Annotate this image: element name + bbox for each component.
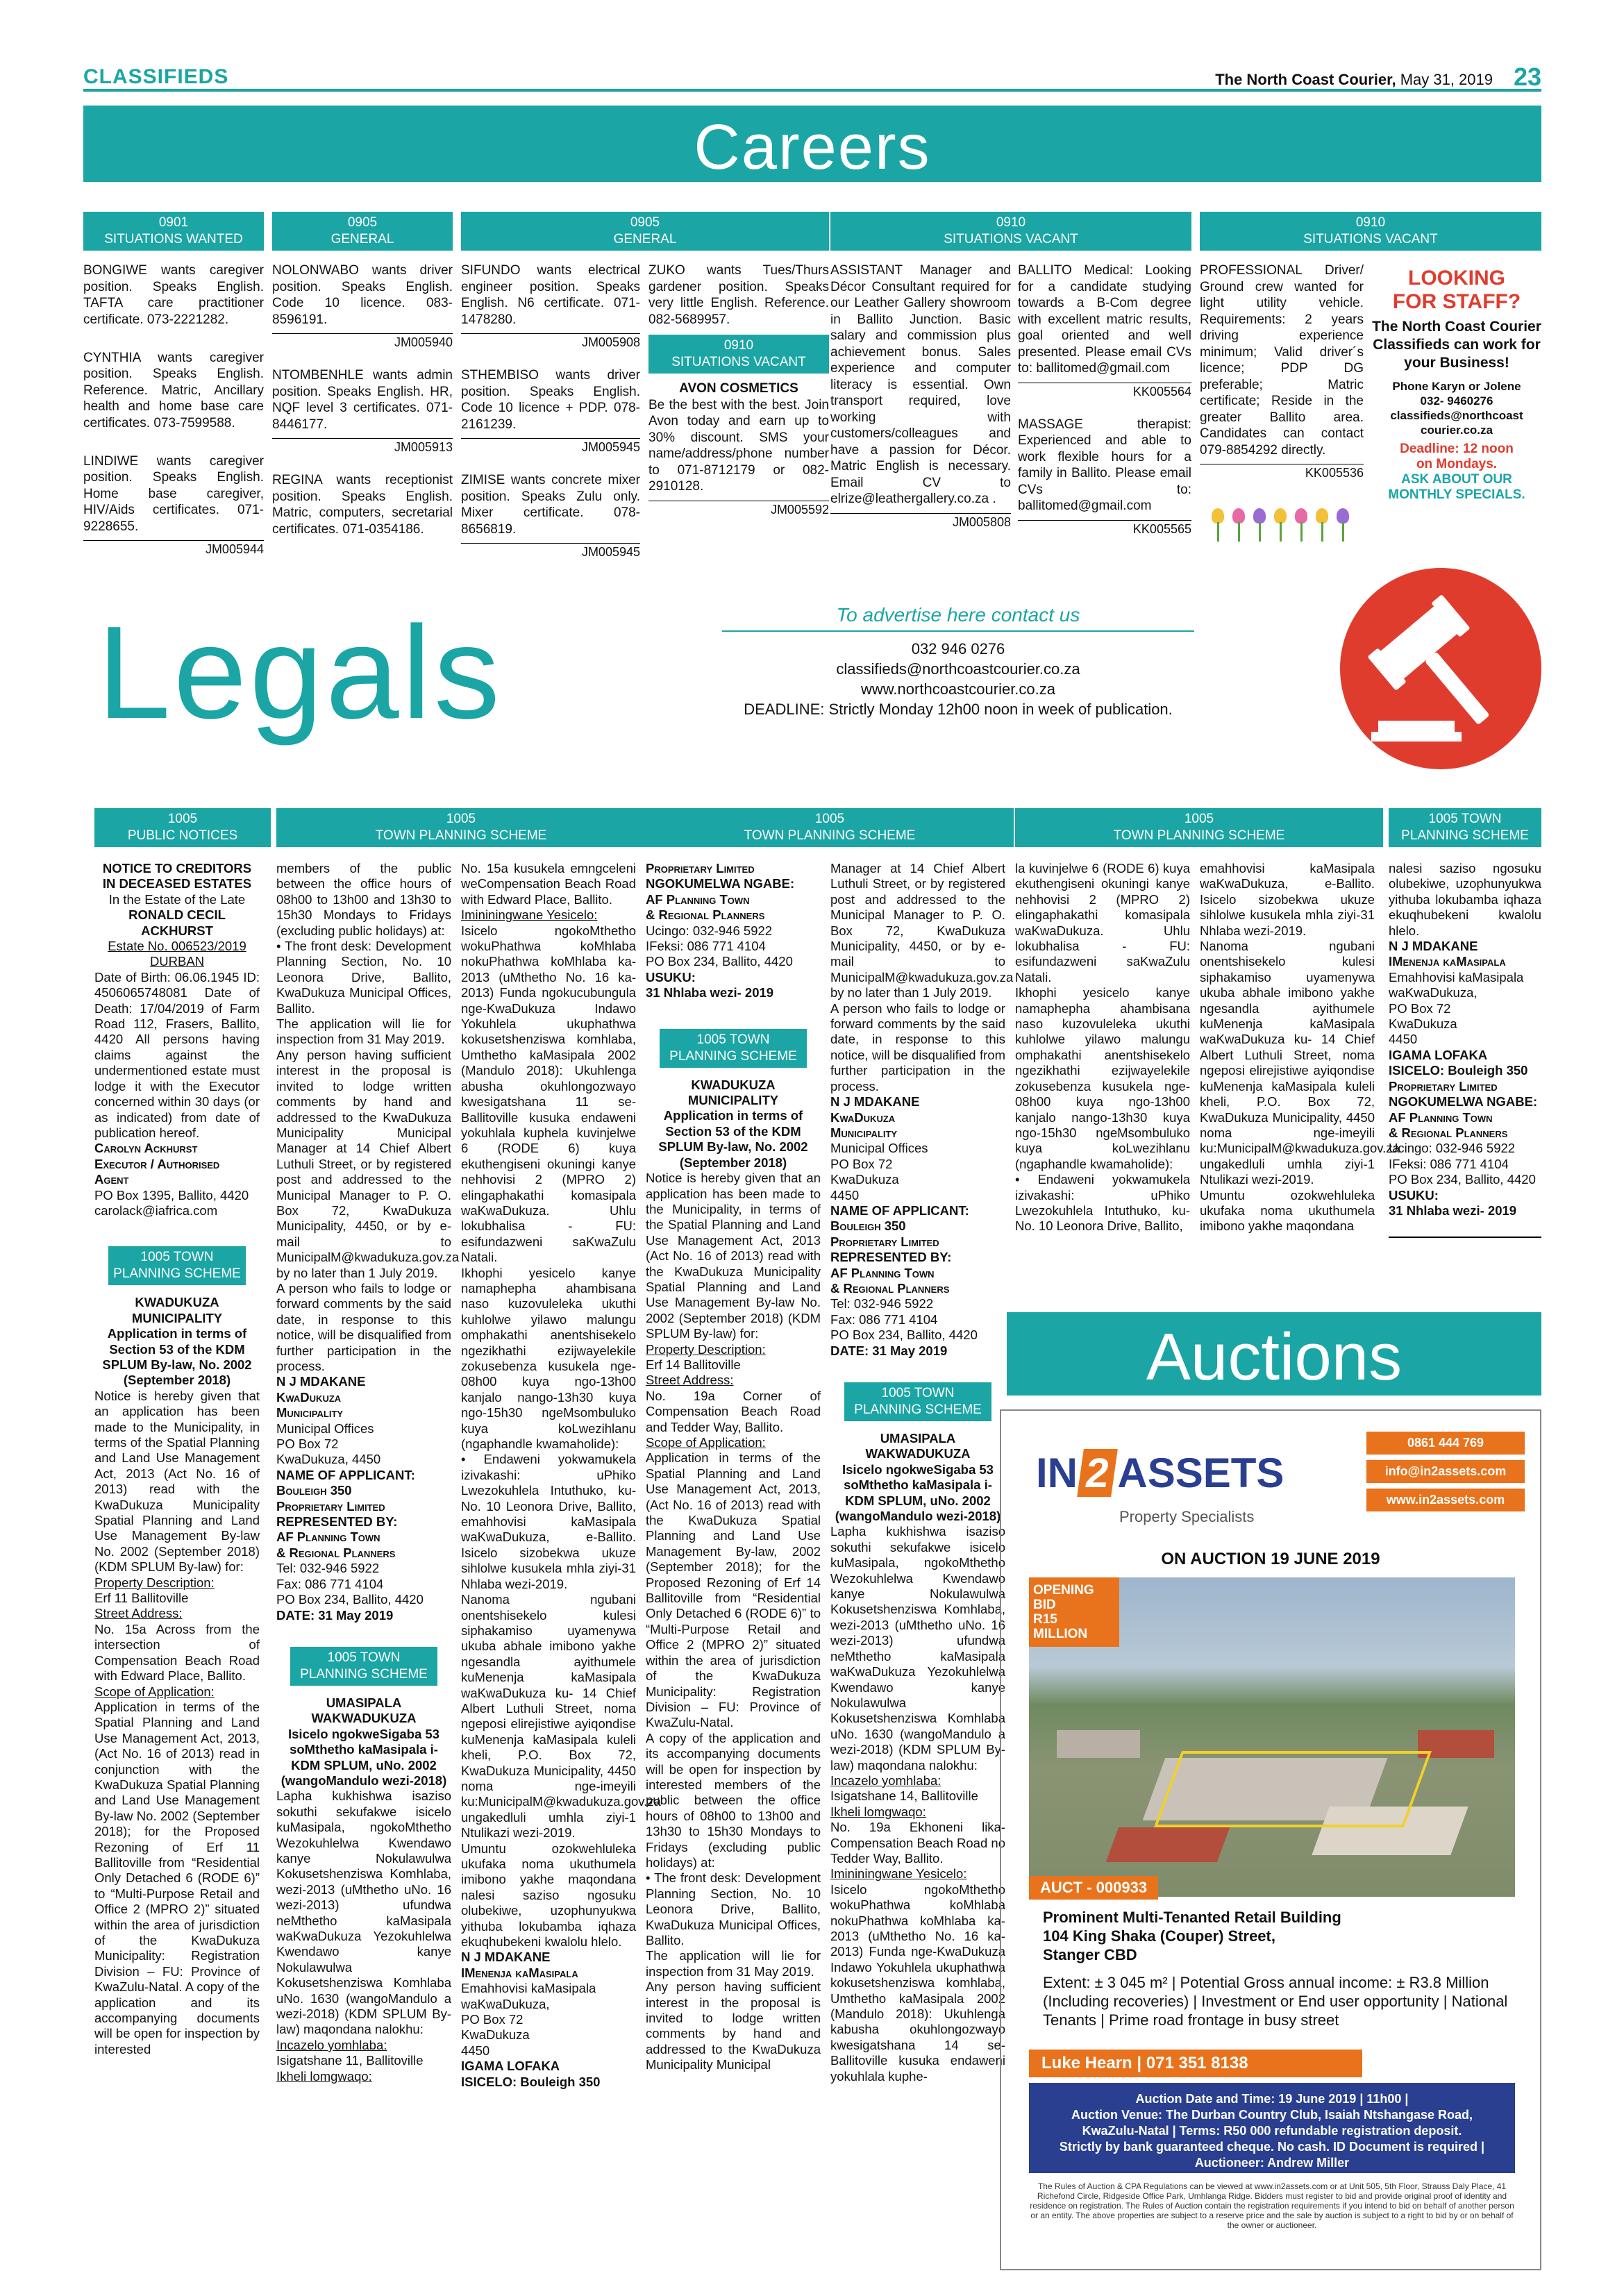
tulip-icon — [1314, 508, 1330, 542]
notice-date: USUKU: — [1389, 1187, 1439, 1203]
legals-header-town-planning-3 — [1015, 808, 1383, 847]
classified-ad: SIFUNDO wants electrical engineer position. Speaks English. N6 certificate. 071-1478280. — [461, 263, 640, 327]
notice-applicant: NAME OF APPLICANT: — [276, 1467, 415, 1482]
notice-body: Notice is hereby given that an application has been made to the Municipality, in terms of the Spatial Planning and Land Use Management Act, 2013 (Act No. 16 of 2013) read with the KwaDukuza Municipality Spatial Planning and Land Use Management By-law No. 2002 (September 2018) (KDM SPLUM By-law) for: — [94, 1388, 260, 1575]
notice-line: RONALD CECIL — [128, 907, 226, 923]
notice-address: PO Box 72 — [1389, 1000, 1451, 1016]
header-code: 0905 — [630, 215, 660, 230]
notice-address: PO Box 72 — [830, 1156, 893, 1171]
notice-body: A person who fails to lodge or forward comments by the said date, in response to this notice, will be disqualified from further participation in the process. — [276, 1280, 451, 1373]
notice-heading: MUNICIPALITY — [131, 1310, 223, 1325]
contact-phone: 032 946 0276 — [911, 640, 1005, 657]
legals-header-town-planning-1 — [276, 808, 646, 847]
notice-applicant: REPRESENTED BY: — [276, 1514, 398, 1530]
notice-body: Any person having sufficient interest in the proposal is invited to lodge written comments by hand and addressed to the KwaDukuza Municipality Municipal — [646, 1979, 821, 2072]
tulip-icon — [1273, 508, 1288, 542]
header-label: TOWN PLANNING SCHEME — [744, 828, 916, 843]
notice-applicant: REPRESENTED BY: — [830, 1250, 952, 1265]
property-title — [1043, 1908, 1515, 1964]
notice-signature: Municipality — [830, 1125, 898, 1140]
careers-column-6 — [1018, 262, 1191, 537]
notice-line: Estate No. 006523/2019 — [108, 939, 246, 954]
legal-column-3 — [461, 861, 661, 2090]
tulip-icon — [1252, 508, 1267, 542]
ad-reference: KK005565 — [1018, 520, 1191, 538]
auction-date-heading: ON AUCTION 19 JUNE 2019 — [1161, 1550, 1380, 1568]
notice-applicant: Tel: 032-946 5922 — [276, 1561, 380, 1576]
notice-address: KwaDukuza, 4450 — [276, 1452, 381, 1467]
notice-address: 4450 — [830, 1187, 860, 1203]
notice-heading: UMASIPALA — [880, 1431, 956, 1446]
classified-ad: STHEMBISO wants driver position. Speaks English. Code 10 licence + PDP. 078-2161239. — [461, 368, 640, 432]
logo-tagline: Property Specialists — [1119, 1508, 1255, 1525]
header-code: 1005 TOWN — [881, 1386, 955, 1400]
notice-applicant: ISICELO: Bouleigh 350 — [461, 2074, 601, 2089]
legal-column-8 — [1389, 861, 1541, 1238]
notice-heading: IN DECEASED ESTATES — [102, 876, 252, 891]
notice-applicant: IFeksi: 086 771 4104 — [1389, 1156, 1509, 1171]
notice-address: Emahhovisi kaMasipala — [461, 1981, 596, 1996]
notice-applicant: PO Box 234, Ballito, 4420 — [1389, 1172, 1536, 1187]
classified-ad: NTOMBENHLE wants admin position. Speaks English. HR, NQF level 3 certificates. 071-8446177. — [272, 368, 453, 432]
auction-rules: The Rules of Auction & CPA Regulations can be viewed at www.in2assets.com or at Unit 505, 5th Floor, Strauss Daly Place, 41 Richefond Circle, Ridgeside Office Park, Umhlanga Ridge. Bidders must register to bid and provide original proof of identity and residence on registration. The Rules of Auction contain the registration requirements if you intend to bid on behalf of another person or an entity. The above properties are subject to a reserve price and the sale by auction is subject to a right to bid by or on behalf of the owner or auctioneer. — [1030, 2181, 1514, 2230]
notice-value: No. 15a Across from the intersection of Compensation Beach Road with Edward Place, Ballito. — [94, 1621, 260, 1684]
contact-website: www.northcoastcourier.co.za — [860, 680, 1056, 698]
notice-signature: KwaDukuza — [830, 1109, 896, 1125]
notice-applicant: AF Planning Town — [646, 891, 750, 907]
notice-label: Ikheli lomgwaqo: — [276, 2068, 372, 2084]
notice-address: PO Box 1395, Ballito, 4420 carolack@iafrica.com — [94, 1187, 249, 1218]
advertise-label: To advertise here contact us — [722, 604, 1194, 632]
gavel-icon — [1340, 568, 1541, 769]
notice-applicant: AF Planning Town — [276, 1530, 380, 1545]
notice-heading: KWADUKUZA — [691, 1077, 776, 1092]
notice-value: No. 19a Ekhoneni lika-Compensation Beach Road no Tedder Way, Ballito. — [830, 1820, 1005, 1866]
classified-ad: ZUKO wants Tues/Thurs gardener position. Speaks very little English. Reference. 082-5689957. — [648, 263, 829, 327]
notice-address: 4450 — [1389, 1032, 1418, 1047]
logo-part: ASSETS — [1117, 1450, 1284, 1496]
notice-address: PO Box 72 — [276, 1436, 339, 1452]
ad-reference: JM005808 — [830, 513, 1011, 531]
advertise-contact — [722, 604, 1194, 719]
notice-applicant: Ucingo: 032-946 5922 — [646, 923, 773, 938]
header-code: 1005 — [167, 812, 198, 826]
notice-applicant: Proprietary Limited — [276, 1498, 385, 1514]
notice-subheading: Application in terms of Section 53 of the KDM SPLUM By-law, No. 2002 (September 2018) — [102, 1326, 252, 1388]
notice-applicant: Fax: 086 771 4104 — [830, 1312, 938, 1327]
terms-line: Auction Venue: The Durban Country Club, Isaiah Ntshangase Road, — [1071, 2108, 1473, 2122]
lot-number: AUCT - 000933 — [1029, 1876, 1158, 1900]
notice-applicant: ISICELO: Bouleigh 350 — [1389, 1063, 1528, 1078]
notice-body: The application will lie for inspection from 31 May 2019. — [646, 1948, 821, 1979]
promo-contact: Phone Karyn or Jolene — [1392, 380, 1521, 393]
notice-line: DURBAN — [149, 954, 205, 969]
page-header — [83, 64, 1541, 92]
auction-phone[interactable]: 0861 444 769 — [1366, 1432, 1525, 1455]
notice-heading: UMASIPALA — [326, 1695, 402, 1710]
looking-for-staff-promo — [1372, 267, 1541, 503]
notice-label: Imininingwane Yesicelo: — [830, 1866, 967, 1882]
notice-date: 31 Nhlaba wezi- 2019 — [646, 985, 774, 1000]
notice-line: ACKHURST — [141, 923, 213, 938]
notice-body: la kuvinjelwe 6 (RODE 6) kuya ekuthengiseni okuningi kanye nehhovisi 2 (MPRO 2) elingaphakathi komasipala waKwaDukuza. Uhlu lokubhalisa - FU: esifundazweni saKwaZulu Natali. — [1015, 861, 1190, 984]
logo-part: IN — [1036, 1450, 1078, 1496]
ad-reference: JM005913 — [272, 438, 453, 456]
terms-line: Strictly by bank guaranteed cheque. No cash. ID Document is required | — [1059, 2140, 1485, 2154]
terms-line: KwaZulu-Natal | Terms: R50 000 refundable registration deposit. — [1082, 2124, 1462, 2138]
notice-applicant: & Regional Planners — [830, 1280, 950, 1296]
notice-body: No. 15a kusukela emngceleni weCompensation Beach Road with Edward Place, Ballito. — [461, 861, 636, 907]
header-label: SITUATIONS VACANT — [944, 232, 1078, 246]
agent-contact: Luke Hearn | 071 351 8138 — [1029, 2050, 1362, 2077]
notice-heading: WAKWADUKUZA — [311, 1711, 417, 1726]
careers-header-general-2 — [461, 212, 829, 251]
header-label: GENERAL — [330, 232, 394, 246]
notice-body: Nanoma ngubani onentshisekelo kulesi siphakamiso uyamenywa ukuba abhale imibono yakhe ngesandla ayithumele kuMenenja kaMasipala waKwaDukuza ku- 14 Chief Albert Luthuli Street, noma ngeposi elirejistiwe ayiqondise kuMenenja kaMasipala kuleli kheli, P.O. Box 72, KwaDukuza Municipality, 4450 noma nge-imeyili ku:MunicipalM@kwadukuza.gov.za ungakedluli umhla ziyi-1 Ntulikazi wezi-2019. — [1200, 939, 1400, 1187]
careers-column-5 — [830, 262, 1011, 530]
notice-label: Scope of Application: — [646, 1435, 766, 1450]
promo-specials: ASK ABOUT OUR — [1401, 472, 1512, 487]
careers-header-situations-vacant-2 — [1200, 212, 1541, 251]
header-label: TOWN PLANNING SCHEME — [375, 828, 547, 843]
notice-value: Erf 11 Ballitoville — [94, 1591, 189, 1606]
notice-label: Incazelo yomhlaba: — [276, 2037, 387, 2052]
classified-ad: PROFESSIONAL Driver/ Ground crew wanted for light utility vehicle. Requirements: 2 years driving experience minimum; Valid driver´s licence; PDP DG preferable; Matric certificate; Reside in the greater Ballito area. Candidates can contact 079-8854292 directly. — [1200, 263, 1364, 458]
header-label: SITUATIONS VACANT — [671, 355, 806, 369]
legals-header-town-planning-4 — [1389, 808, 1541, 847]
promo-contact: courier.co.za — [1421, 424, 1493, 437]
notice-body: Umuntu ozokwehluleka ukufaka noma ukuthumela imibono yakhe maqondana nalesi saziso ngosuku olubekiwe, uzophunyukwa yithuba lokubamba iqhaza ekuqhubekeni kwalolu hlelo. — [461, 1841, 636, 1950]
notice-subheading: Isicelo ngokweSigaba 53 soMthetho kaMasipala i-KDM SPLUM, uNo. 2002 (wangoMandulo wezi-2018) — [281, 1726, 447, 1788]
notice-applicant: AF Planning Town — [1389, 1109, 1493, 1125]
header-label: PLANNING SCHEME — [1401, 828, 1529, 843]
auction-website[interactable]: www.in2assets.com — [1366, 1489, 1525, 1511]
notice-body: A copy of the application and its accompanying documents will be open for inspection by interested members of the public between the office hours of 08h00 to 13h00 and 13h30 to 15h30 Mondays to Fridays (excluding public holidays) at: — [646, 1730, 821, 1870]
property-line: Stanger CBD — [1043, 1946, 1137, 1963]
notice-signature: Agent — [94, 1172, 129, 1187]
bid-line: R15 MILLION — [1033, 1612, 1088, 1641]
tulip-icon — [1231, 508, 1246, 542]
notice-value: Isigatshane 11, Ballitoville — [276, 2053, 424, 2068]
tulip-icon — [1210, 508, 1225, 542]
notice-signature: N J MDAKANE — [830, 1094, 920, 1109]
notice-applicant: PO Box 234, Ballito, 4420 — [276, 1592, 424, 1607]
notice-value: Application in terms of the Spatial Planning and Land Use Management Act, 2013, (Act No. 16 of 2013) read in conjunction with the KwaDukuza Spatial Planning and Land Use Management By-law No. 2002 (September 2018); for the Proposed Rezoning of Erf 11 Ballitoville from “Residential Only Detached 6 (RODE 6)” to “Multi-Purpose Retail and Office 2 (MPRO 2)” situated within the area of jurisdiction of the KwaDukuza Municipality: Registration Division – FU: Province of KwaZulu-Natal. A copy of the application and its accompanying documents will be open for inspection by interested — [94, 1699, 260, 2056]
notice-body: Lapha kukhishwa isaziso sokuthi sekufakwe isicelo kuMasipala, ngokoMthetho Wezokuhlelwa Kwendawo kanye Nokulawulwa Kokusetshenziswa Komhlaba, wezi-2013 (uMthetho uNo. 16 wezi-2013) ufundwa neMthetho kaMasipala waKwaDukuza Yezokuhlelwa Kwendawo kanye Nokulawulwa Kokusetshenziswa Komhlaba uNo. 1630 (wangoMandulo a wezi-2018) (KDM SPLUM By-law) maqondana nalokhu: — [830, 1524, 1005, 1773]
notice-body: Ikhophi yesicelo kanye namaphepha ahambisana naso kuzovuleleka ukuthi kuhlolwe yilawo malungu omphakathi anentshisekelo ngezikhathi ezijwayelekile zokusebenza kusukela nge-08h00 kuya ngo-13h00 kanjalo nango-13h30 kuya ngo-15h30 ngeMsombuluko kuya koLwezihlanu (ngaphandle kwamaholide): — [1015, 985, 1190, 1171]
notice-body: Isicelo ngokoMthetho wokuPhathwa koMhlaba nokuPhathwa koMhlaba ka-2013 (uMthetho No. 16 ka-2013) Funda ngokucubungula nge-KwaDukuza Indawo Yokuhlela ukuphathwa kokusetshenziswa komhlaba, Umthetho kaMasipala 2002 (Mandulo 2018): Ukuhlenga abusha okuhlongozwayo kwesigatshana 11 se-Ballitoville kusuka endaweni yokuhlala kuphela kuvinjelwe 6 (RODE 6) kuya ekuthengiseni okuningi kanye nehhovisi 2 (MPRO 2) elingaphakathi komasipala waKwaDukuza. Uhlu lokubhalisa - FU: esifundazweni saKwaZulu Natali. — [461, 923, 636, 1265]
header-code: 0910 — [723, 338, 754, 353]
careers-header-situations-vacant-inline — [648, 335, 829, 374]
ad-reference: JM005945 — [461, 543, 640, 561]
classified-ad: ZIMISE wants concrete mixer position. Speaks Zulu only. Mixer certificate. 078-8656819. — [461, 473, 640, 537]
ad-reference: KK005564 — [1018, 383, 1191, 401]
notice-applicant: Tel: 032-946 5922 — [830, 1296, 934, 1312]
notice-body: • Endaweni yokwamukela izivakashi: uPhiko Lwezokuhlela Intuthuko, ku-No. 10 Leonora Drive, Ballito, emahhovisi kaMasipala waKwaDukuza, e-Ballito. Isicelo sizobekwa ukuze sihlolwe kusukela mhla ziyi-31 Nhlaba wezi-2019. — [461, 1452, 636, 1591]
legal-column-6 — [1015, 861, 1190, 1234]
classified-ad: BALLITO Medical: Looking for a candidate studying towards a B-Com degree with excellent matric results, goal oriented and well presented. Please email CVs to: ballitomed@gmail.com — [1018, 263, 1191, 376]
header-code: 0905 — [347, 215, 378, 230]
notice-body: A person who fails to lodge or forward comments by the said date, in response to this notice, will be disqualified from further participation in the process. — [830, 1000, 1005, 1093]
notice-label: Incazelo yomhlaba: — [830, 1773, 941, 1788]
legals-header-town-planning-inline — [108, 1246, 246, 1285]
header-code: 0910 — [1355, 215, 1386, 230]
notice-body: Any person having sufficient interest in the proposal is invited to lodge written comments by hand and addressed to the KwaDukuza Municipality Municipal Manager at 14 Chief Albert Luthuli Street, or by registered post and addressed to the Municipal Manager to P. O. Box 72, KwaDukuza Municipality, 4450, or by e-mail to MunicipalM@kwadukuza.gov.za by no later than 1 July 2019. — [276, 1047, 460, 1280]
notice-date: 31 Nhlaba wezi- 2019 — [1389, 1203, 1517, 1218]
notice-address: waKwaDukuza, — [1389, 985, 1477, 1000]
classified-ad: ASSISTANT Manager and Décor Consultant required for our Leather Gallery showroom in Ballito Junction. Basic salary and commission plus achievement bonus. Sales experience and computer literacy is essential. Own transport required, love working with customers/colleagues and have a passion for Décor. Matric English is necessary. Email CV to elrize@leathergallery.co.za . — [830, 263, 1011, 506]
contact-deadline: DEADLINE: Strictly Monday 12h00 noon in week of publication. — [744, 701, 1173, 718]
notice-label: Property Description: — [646, 1341, 766, 1357]
notice-applicant: IGAMA LOFAKA — [1389, 1047, 1488, 1062]
classified-ad: CYNTHIA wants caregiver position. Speaks English. Reference. Matric, Ancillary health and home base care certificates. 073-7599588. — [83, 350, 264, 430]
paper-name: The North Coast Courier, — [1215, 71, 1396, 88]
notice-body: Date of Birth: 06.06.1945 ID: 4506065748081 Date of Death: 17/04/2019 of Farm Road 112, Frasers, Ballito, 4420 All persons having claims against the undermentioned estate must lodge it with the Executor concerned within 30 days (or as indicated) from date of publication hereof. — [94, 969, 260, 1140]
notice-subheading: Application in terms of Section 53 of the KDM SPLUM By-law, No. 2002 (September 2018) — [658, 1108, 808, 1170]
notice-signature: N J MDAKANE — [461, 1950, 551, 1965]
header-label: PLANNING SCHEME — [669, 1048, 797, 1064]
notice-applicant: NGOKUMELWA NGABE: — [646, 876, 795, 891]
notice-body: • The front desk: Development Planning Section, No. 10 Leonora Drive, Ballito, KwaDukuza Municipal Offices, Ballito. — [276, 939, 451, 1016]
notice-applicant: & Regional Planners — [1389, 1125, 1508, 1140]
notice-applicant: NGOKUMELWA NGABE: — [1389, 1094, 1538, 1109]
notice-body: Ikhophi yesicelo kanye namaphepha ahambisana naso kuzovuleleka ukuthi kuhlolwe yilawo malungu omphakathi anentshisekelo ngezikhathi ezijwayelekile zokusebenza kusukela nge-08h00 kuya ngo-13h00 kanjalo nango-13h30 kuya ngo-15h30 ngeMsombuluko kuya koLwezihlanu (ngaphandle kwamaholide): — [461, 1265, 636, 1452]
promo-contact: 032- 9460276 — [1420, 394, 1493, 408]
notice-label: Street Address: — [646, 1373, 734, 1388]
column-divider — [1389, 1237, 1541, 1238]
auction-email[interactable]: info@in2assets.com — [1366, 1460, 1525, 1483]
notice-date: DATE: 31 May 2019 — [830, 1343, 948, 1358]
notice-applicant: Ucingo: 032-946 5922 — [1389, 1141, 1516, 1156]
terms-line: Auctioneer: Andrew Miller — [1194, 2156, 1350, 2170]
ad-reference: JM005945 — [461, 438, 640, 456]
careers-column-4 — [648, 262, 829, 518]
notice-body: Lapha kukhishwa isaziso sokuthi sekufakwe isicelo kuMasipala, ngokoMthetho Wezokuhlelwa Kwendawo kanye Nokulawulwa Kokusetshenziswa Komhlaba, wezi-2013 (uMthetho uNo. 16 wezi-2013) ufundwa neMthetho kaMasipala waKwaDukuza Yezokuhlelwa Kwendawo kanye Nokulawulwa Kokusetshenziswa Komhlaba uNo. 1630 (wangoMandulo a wezi-2018) (KDM SPLUM By-law) maqondana nalokhu: — [276, 1788, 451, 2037]
page-number: 23 — [1513, 62, 1541, 91]
bid-line: OPENING — [1033, 1583, 1094, 1598]
notice-label: Imininingwane Yesicelo: — [461, 907, 598, 923]
notice-signature: Executor / Authorised — [94, 1156, 220, 1171]
careers-header-general-1 — [272, 212, 453, 251]
notice-heading: WAKWADUKUZA — [865, 1446, 971, 1461]
notice-address: Municipal Offices — [830, 1141, 928, 1156]
paper-dateline — [1215, 71, 1493, 89]
notice-body: Umuntu ozokwehluleka ukufaka noma ukuthumela imibono yakhe maqondana — [1200, 1187, 1375, 1234]
in2assets-auction-ad — [1000, 1409, 1541, 2270]
legal-column-5 — [830, 861, 1014, 2084]
auction-terms — [1029, 2083, 1515, 2173]
section-label: CLASSIFIEDS — [83, 65, 229, 88]
notice-signature: IMenenja kaMasipala — [461, 1965, 578, 1980]
auctions-title: Auctions — [1146, 1320, 1403, 1394]
notice-address: KwaDukuza — [830, 1172, 899, 1187]
bid-line: BID — [1033, 1598, 1056, 1612]
classified-ad: NOLONWABO wants driver position. Speaks English. Code 10 licence. 083-8596191. — [272, 263, 453, 327]
careers-header-situations-vacant-1 — [830, 212, 1191, 251]
notice-applicant: IFeksi: 086 771 4104 — [646, 939, 766, 954]
careers-column-7 — [1200, 262, 1364, 482]
header-code: 1005 TOWN — [1428, 812, 1502, 826]
notice-heading: NOTICE TO CREDITORS — [102, 861, 252, 875]
property-details: Extent: ± 3 045 m² | Potential Gross annual income: ± R3.8 Million (Including recoveries) | Investment or End user opportunity | National Tenants | Prime road frontage in busy street — [1043, 1974, 1508, 2029]
notice-label: Street Address: — [94, 1606, 183, 1621]
ad-reference: KK005536 — [1200, 464, 1364, 482]
promo-tagline: The North Coast Courier Classifieds can work for your Business! — [1372, 319, 1541, 371]
notice-date: USUKU: — [646, 969, 696, 984]
ad-reference: JM005592 — [648, 501, 829, 519]
classified-ad: BONGIWE wants caregiver position. Speaks English. TAFTA care practitioner certificate. 073-2221282. — [83, 263, 264, 327]
logo-part: 2 — [1077, 1449, 1118, 1497]
ad-reference: JM005908 — [461, 333, 640, 351]
classified-ad: REGINA wants receptionist position. Speaks English. Matric, computers, secretarial certificates. 071-0354186. — [272, 473, 453, 537]
contact-chips — [1366, 1432, 1525, 1517]
notice-address: Emahhovisi kaMasipala — [1389, 969, 1524, 984]
contact-email: classifieds@northcoastcourier.co.za — [836, 660, 1080, 678]
legals-header-town-planning-inline — [844, 1382, 991, 1421]
classified-ad: Be the best with the best. Join Avon today and earn up to 30% discount. SMS your name/address/phone number to 071-8712179 or 082-2910128. — [648, 397, 829, 494]
notice-address: waKwaDukuza, — [461, 1996, 550, 2011]
notice-signature: Municipality — [276, 1405, 344, 1421]
promo-specials: MONTHLY SPECIALS. — [1388, 487, 1525, 502]
notice-signature: N J MDAKANE — [1389, 939, 1478, 954]
opening-bid-badge — [1029, 1577, 1119, 1647]
notice-value: Isigatshane 14, Ballitoville — [830, 1788, 978, 1804]
notice-address: 4450 — [461, 2043, 490, 2058]
header-code: 1005 — [446, 812, 476, 826]
notice-applicant: Bouleigh 350 — [276, 1483, 352, 1498]
notice-label: Ikheli lomgwaqo: — [830, 1804, 926, 1819]
header-code: 1005 TOWN — [327, 1650, 401, 1665]
notice-applicant: NAME OF APPLICANT: — [830, 1203, 969, 1218]
notice-signature: Carolyn Ackhurst — [94, 1141, 198, 1156]
notice-body: members of the public between the office hours of 08h00 to 13h00 and 13h30 to 15h30 Mondays to Fridays (excluding public holidays) at: — [276, 861, 451, 938]
header-label: GENERAL — [613, 232, 677, 246]
notice-applicant: PO Box 234, Ballito, 4420 — [646, 954, 793, 969]
header-label: PLANNING SCHEME — [113, 1266, 241, 1282]
notice-heading: KWADUKUZA — [135, 1295, 219, 1310]
careers-title: Careers — [694, 112, 931, 183]
notice-body: • The front desk: Development Planning Section, No. 10 Leonora Drive, Ballito, KwaDukuza Municipal Offices, Ballito. — [646, 1870, 821, 1947]
legal-column-2 — [276, 861, 460, 2084]
notice-applicant: Proprietary Limited — [830, 1234, 939, 1249]
notice-applicant: & Regional Planners — [276, 1545, 396, 1560]
careers-header-situations-wanted — [83, 212, 264, 251]
header-code: 1005 TOWN — [140, 1250, 214, 1265]
notice-subheading: Isicelo ngokweSigaba 53 soMthetho kaMasipala i-KDM SPLUM, uNo. 2002 (wangoMandulo wezi-2018) — [835, 1461, 1001, 1524]
notice-address: KwaDukuza — [1389, 1016, 1457, 1032]
notice-line: In the Estate of the Late — [108, 891, 246, 907]
notice-applicant: Fax: 086 771 4104 — [276, 1576, 384, 1591]
notice-body: • Endaweni yokwamukela izivakashi: uPhiko Lwezokuhlela Intuthuko, ku-No. 10 Leonora Drive, Ballito, — [1015, 1172, 1190, 1234]
notice-value: Application in terms of the Spatial Planning and Land Use Management Act, 2013, (Act No. 16 of 2013) read with the KwaDukuza Spatial Planning and Land Use Management By-law, 2002 (September 2018); for the Proposed Rezoning of Erf 14 Ballitoville from “Residential Only Detached 6 (RODE 6)” to “Multi-Purpose Retail and Office 2 (MPRO 2)” situated within the area of jurisdiction of the KwaDukuza Municipality: Registration Division – FU: Province of KwaZulu-Natal. — [646, 1450, 821, 1730]
notice-body: Nanoma ngubani onentshisekelo kulesi siphakamiso uyamenywa ukuba abhale imibono yakhe ngesandla ayithumele kuMenenja kaMasipala waKwaDukuza ku- 14 Chief Albert Luthuli Street, noma ngeposi elirejistiwe ayiqondise kuMenenja kaMasipala kuleli kheli, P.O. Box 72, KwaDukuza Municipality, 4450 noma nge-imeyili ku:MunicipalM@kwadukuza.gov.za ungakedluli umhla ziyi-1 Ntulikazi wezi-2019. — [461, 1592, 661, 1841]
terms-line: Auction Date and Time: 19 June 2019 | 11h00 | — [1135, 2092, 1409, 2106]
notice-body: emahhovisi kaMasipala waKwaDukuza, e-Ballito. Isicelo sizobekwa ukuze sihlolwe kusukela mhla ziyi-31 Nhlaba wezi-2019. — [1200, 861, 1375, 938]
notice-signature: KwaDukuza — [276, 1389, 342, 1405]
tulip-icon — [1294, 508, 1309, 542]
notice-applicant: Proprietary Limited — [1389, 1078, 1498, 1093]
notice-address: KwaDukuza — [461, 2027, 530, 2043]
notice-address: Municipal Offices — [276, 1421, 374, 1436]
classified-ad: LINDIWE wants caregiver position. Speaks English. Home base caregiver, HIV/Aids certificates. 071-9228655. — [83, 453, 264, 534]
notice-applicant: Proprietary Limited — [646, 861, 755, 875]
careers-column-3 — [461, 262, 640, 561]
notice-applicant: & Regional Planners — [646, 907, 765, 923]
legals-title: Legals — [97, 599, 503, 746]
notice-applicant: AF Planning Town — [830, 1265, 935, 1280]
property-line: 104 King Shaka (Couper) Street, — [1043, 1927, 1275, 1945]
notice-body: Notice is hereby given that an application has been made to the Municipality, in terms of the Spatial Planning and Land Use Management Act, 2013 (Act No. 16 of 2013) read with the KwaDukuza Municipality Spatial Planning and Land Use Management By-law No. 2002 (September 2018) (KDM SPLUM By-law) for: — [646, 1171, 821, 1341]
notice-applicant: Bouleigh 350 — [830, 1218, 906, 1234]
header-label: PLANNING SCHEME — [854, 1402, 982, 1417]
in2assets-logo — [1036, 1449, 1284, 1497]
tulip-icon — [1335, 508, 1350, 542]
header-code: 0910 — [996, 215, 1026, 230]
legals-header-public-notices — [94, 808, 271, 847]
notice-label: Scope of Application: — [94, 1684, 215, 1699]
notice-signature: IMenenja kaMasipala — [1389, 954, 1506, 969]
classified-ad: MASSAGE therapist: Experienced and able to work flexible hours for a family in Ballito. Please email CVs to: ballitomed@gmail.com — [1018, 417, 1191, 513]
notice-label: Property Description: — [94, 1575, 215, 1590]
promo-deadline: on Mondays. — [1416, 457, 1498, 471]
header-label: PLANNING SCHEME — [300, 1666, 428, 1682]
notice-body: Manager at 14 Chief Albert Luthuli Street, or by registered post and addressed to the Municipal Manager to P. O. Box 72, KwaDukuza Municipality, 4450, or by e-mail to MunicipalM@kwadukuza.gov.za by no later than 1 July 2019. — [830, 861, 1014, 1000]
promo-deadline: Deadline: 12 noon — [1400, 442, 1514, 456]
header-label: SITUATIONS WANTED — [104, 232, 243, 246]
property-line: Prominent Multi-Tenanted Retail Building — [1043, 1909, 1341, 1926]
promo-contact: classifieds@northcoast — [1390, 409, 1523, 422]
legal-column-7 — [1200, 861, 1400, 1234]
ad-title: AVON COSMETICS — [679, 381, 798, 396]
careers-banner — [83, 106, 1541, 182]
header-code: 0901 — [158, 215, 189, 230]
header-label: TOWN PLANNING SCHEME — [1113, 828, 1285, 843]
issue-date: May 31, 2019 — [1400, 71, 1493, 88]
header-code: 1005 TOWN — [696, 1032, 770, 1047]
ad-reference: JM005940 — [272, 333, 453, 351]
notice-applicant: IGAMA LOFAKA — [461, 2059, 560, 2074]
ad-reference: JM005944 — [83, 540, 264, 558]
notice-value: Erf 14 Ballitoville — [646, 1357, 741, 1372]
notice-body: nalesi saziso ngosuku olubekiwe, uzophunyukwa yithuba lokubamba iqhaza ekuqhubekeni kwalolu hlelo. — [1389, 861, 1541, 938]
header-code: 1005 — [814, 812, 845, 826]
auctions-banner — [1007, 1312, 1541, 1396]
notice-applicant: PO Box 234, Ballito, 4420 — [830, 1327, 978, 1343]
promo-question: FOR STAFF? — [1392, 290, 1521, 313]
header-code: 1005 — [1184, 812, 1214, 826]
header-label: SITUATIONS VACANT — [1303, 232, 1438, 246]
notice-address: PO Box 72 — [461, 2012, 524, 2027]
legals-header-town-planning-inline — [290, 1647, 437, 1686]
careers-column-1 — [83, 262, 264, 558]
tulip-illustration — [1197, 508, 1364, 542]
notice-heading: MUNICIPALITY — [687, 1093, 779, 1108]
promo-question: LOOKING — [1408, 267, 1505, 290]
notice-signature: N J MDAKANE — [276, 1374, 366, 1389]
legals-header-town-planning-inline — [660, 1029, 807, 1068]
notice-body: Isicelo ngokoMthetho wokuPhathwa koMhlaba nokuPhathwa koMhlaba ka-2013 (uMthetho No. 16 ka-2013) Funda nge-KwaDukuza Indawo Yokuhlela ukuphathwa kokusetshenziswa komhlaba, Umthetho kaMasipala 2002 (Mandulo 2018): Ukuhlenga kabusha okuhlongozwayo kwesigatshana 14 se-Ballitoville kusuka endaweni yokuhlala kuphe- — [830, 1882, 1005, 2084]
notice-value: No. 19a Corner of Compensation Beach Road and Tedder Way, Ballito. — [646, 1388, 821, 1434]
legal-column-4 — [646, 861, 821, 2073]
notice-date: DATE: 31 May 2019 — [276, 1607, 394, 1623]
header-label: PUBLIC NOTICES — [127, 828, 238, 843]
careers-column-2 — [272, 262, 453, 543]
legal-column-1 — [94, 861, 260, 2057]
legals-header-town-planning-2 — [646, 808, 1014, 847]
notice-body: The application will lie for inspection from 31 May 2019. — [276, 1016, 451, 1047]
